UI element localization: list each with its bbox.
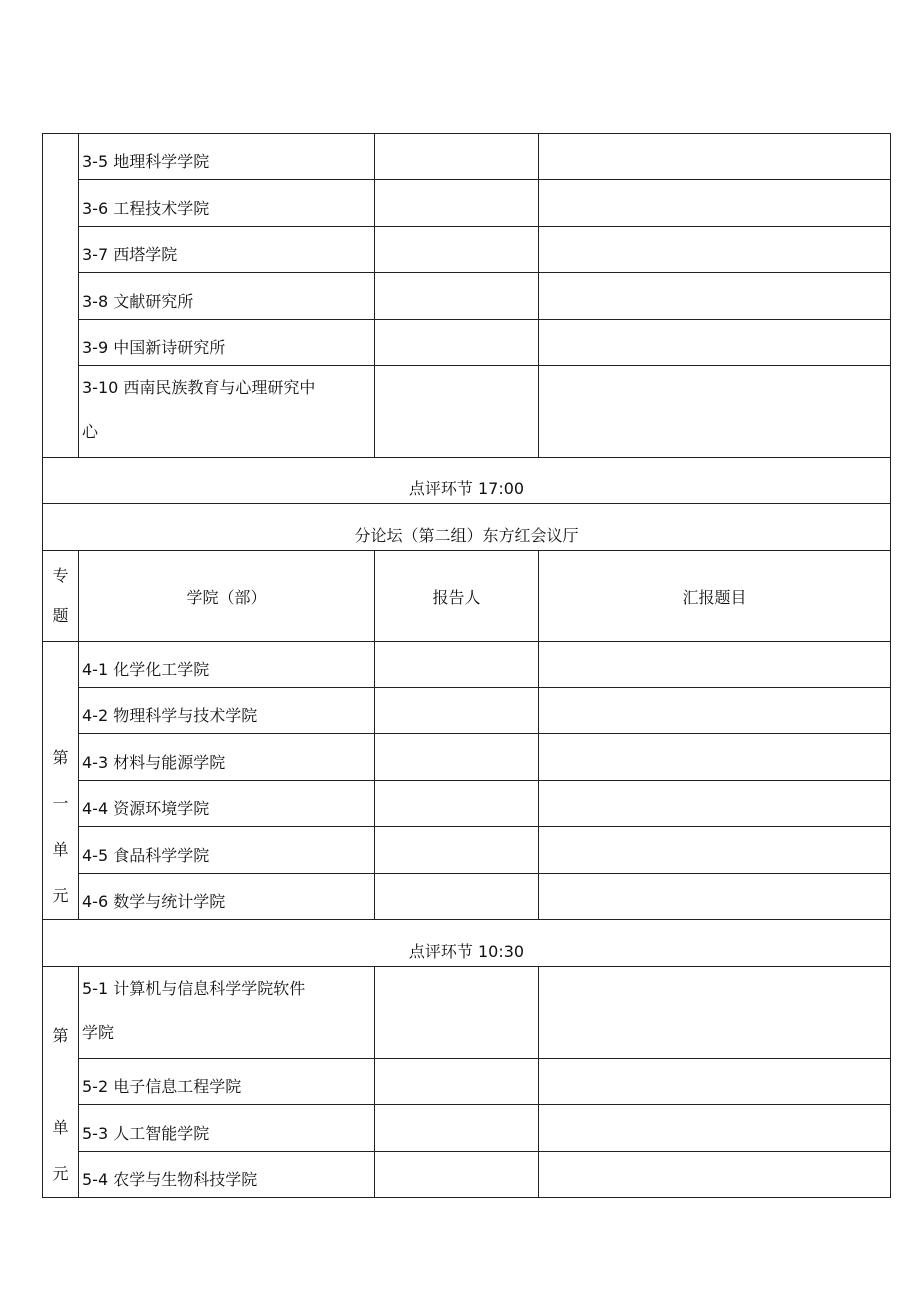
table-row (43, 734, 891, 781)
topic-cell (539, 273, 891, 320)
table-row (43, 320, 891, 366)
table-row (43, 134, 891, 180)
college-cell: 5-1 计算机与信息科学学院软件 学院 (79, 967, 375, 1059)
reporter-cell (375, 781, 539, 827)
college-cell: 4-5 食品科学学院 (79, 827, 375, 874)
review-row (43, 920, 891, 967)
topic-cell (539, 827, 891, 874)
college-cell: 4-3 材料与能源学院 (79, 734, 375, 781)
table-row (43, 781, 891, 827)
college-cell: 3-7 西塔学院 (79, 227, 375, 273)
topic-cell (539, 781, 891, 827)
forum-title: 分论坛（第二组）东方红会议厅 (43, 504, 891, 551)
reporter-cell (375, 827, 539, 874)
schedule-table (42, 133, 891, 1198)
review-row (43, 458, 891, 504)
reporter-cell (375, 134, 539, 180)
reporter-cell (375, 1105, 539, 1152)
college-cell: 5-4 农学与生物科技学院 (79, 1152, 375, 1198)
college-cell: 4-6 数学与统计学院 (79, 874, 375, 920)
college-cell: 5-3 人工智能学院 (79, 1105, 375, 1152)
table-row (43, 227, 891, 273)
unit-char: 第 (52, 1026, 69, 1045)
reporter-cell (375, 227, 539, 273)
topic-cell (539, 688, 891, 734)
unit-cell (43, 134, 79, 458)
reporter-cell (375, 874, 539, 920)
college-cell: 3-8 文献研究所 (79, 273, 375, 320)
table-row (43, 180, 891, 227)
reporter-cell (375, 1152, 539, 1198)
header-college: 学院（部） (79, 551, 375, 642)
header-reporter: 报告人 (375, 551, 539, 642)
topic-cell (539, 874, 891, 920)
table-row (43, 874, 891, 920)
reporter-cell (375, 320, 539, 366)
college-cell: 4-4 资源环境学院 (79, 781, 375, 827)
topic-cell (539, 366, 891, 458)
table-row (43, 688, 891, 734)
reporter-cell (375, 273, 539, 320)
unit-label-cell (43, 642, 79, 920)
table-row (43, 827, 891, 874)
topic-cell (539, 180, 891, 227)
topic-cell (539, 642, 891, 688)
table-row (43, 366, 891, 458)
reporter-cell (375, 734, 539, 781)
unit-char: 第 (52, 748, 69, 767)
forum-title-row (43, 504, 891, 551)
college-cell: 4-1 化学化工学院 (79, 642, 375, 688)
topic-cell (539, 1105, 891, 1152)
unit-char: 单 (52, 840, 69, 859)
college-cell: 4-2 物理科学与技术学院 (79, 688, 375, 734)
review-banner: 点评环节 10:30 (43, 920, 891, 967)
topic-cell (539, 734, 891, 781)
table-row (43, 273, 891, 320)
unit-char: 一 (52, 794, 69, 813)
reporter-cell (375, 967, 539, 1059)
topic-cell (539, 320, 891, 366)
unit-char: 单 (52, 1118, 69, 1137)
unit-char: 元 (52, 1164, 69, 1183)
college-cell: 3-5 地理科学学院 (79, 134, 375, 180)
reporter-cell (375, 180, 539, 227)
table-row (43, 642, 891, 688)
review-banner: 点评环节 17:00 (43, 458, 891, 504)
unit-char: 元 (52, 886, 69, 905)
header-topic: 汇报题目 (539, 551, 891, 642)
reporter-cell (375, 1059, 539, 1105)
unit-label-cell (43, 967, 79, 1198)
topic-cell (539, 134, 891, 180)
reporter-cell (375, 366, 539, 458)
header-topic-cell: 专 题 (43, 551, 79, 642)
reporter-cell (375, 688, 539, 734)
table-row (43, 1059, 891, 1105)
college-cell: 3-9 中国新诗研究所 (79, 320, 375, 366)
reporter-cell (375, 642, 539, 688)
table-row (43, 1105, 891, 1152)
table-row (43, 967, 891, 1059)
topic-cell (539, 967, 891, 1059)
table-row (43, 1152, 891, 1198)
college-cell: 3-6 工程技术学院 (79, 180, 375, 227)
header-row (43, 551, 891, 642)
college-cell: 3-10 西南民族教育与心理研究中 心 (79, 366, 375, 458)
topic-cell (539, 227, 891, 273)
college-cell: 5-2 电子信息工程学院 (79, 1059, 375, 1105)
topic-cell (539, 1059, 891, 1105)
topic-cell (539, 1152, 891, 1198)
